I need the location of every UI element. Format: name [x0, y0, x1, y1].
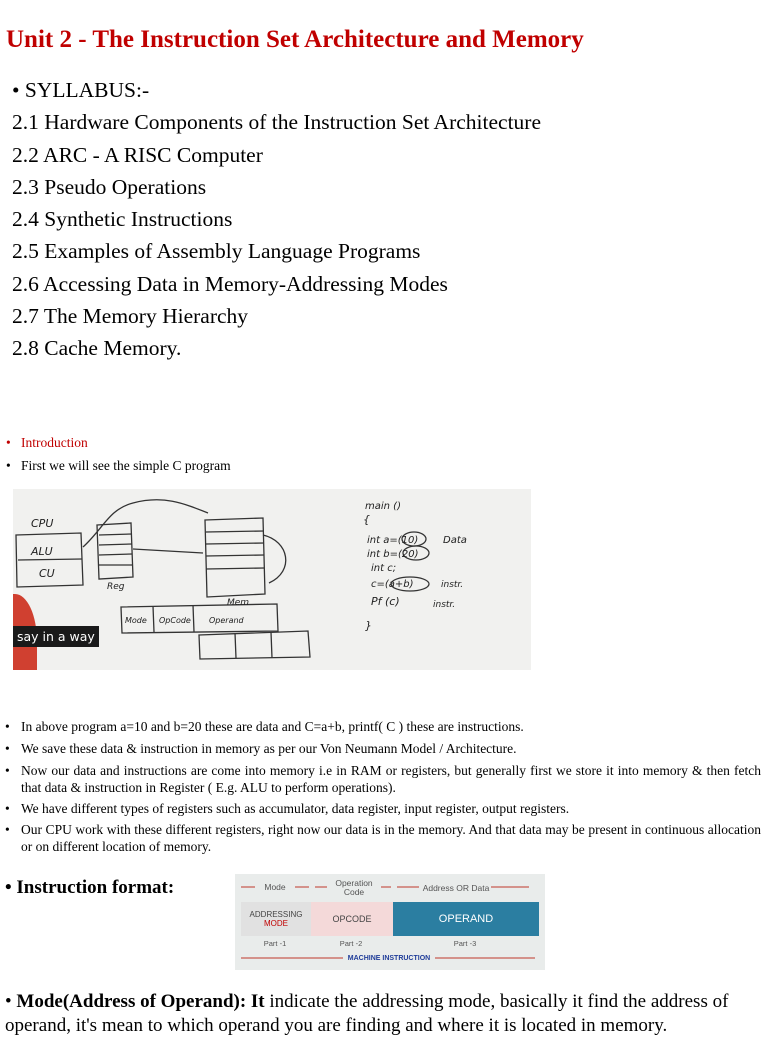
syllabus-item: 2.3 Pseudo Operations — [12, 174, 207, 199]
code-printf: Pf (c) — [371, 595, 400, 608]
part-2-label: Part -2 — [339, 938, 363, 948]
cell-opcode: OPCODE — [311, 902, 393, 936]
label-cpu: CPU — [31, 517, 54, 530]
syllabus-list — [12, 74, 768, 365]
label-reg: Reg — [107, 582, 125, 592]
whiteboard-figure — [13, 489, 531, 670]
syllabus-item: 2.6 Accessing Data in Memory-Addressing Modes — [12, 271, 448, 296]
body-bullet: In above program a=10 and b=20 these are data and C=a+b, printf( C ) these are instructions. — [21, 719, 524, 734]
cell-addressing-line2: MODE — [264, 919, 288, 928]
part-3-label: Part -3 — [453, 938, 477, 948]
bullet-dot: • — [5, 719, 10, 734]
syllabus-item: 2.7 The Memory Hierarchy — [12, 304, 249, 329]
label-mem: Mem — [227, 598, 250, 608]
code-int-b: int b=(20) — [367, 549, 419, 560]
instruction-format-table — [235, 874, 545, 970]
syllabus-item: 2.4 Synthetic Instructions — [12, 207, 233, 232]
intro-heading: Introduction — [21, 435, 88, 450]
mode-paragraph-rest: indicate the addressing mode, basically it find the address of operand, it's mean to which operand you are finding and where it is located in memory. — [5, 991, 729, 1036]
code-instr-1: instr. — [441, 580, 464, 590]
code-brace-close: } — [365, 619, 372, 632]
cell-addressing-mode — [241, 902, 311, 936]
bullet-dot: • — [5, 822, 10, 837]
code-instr-2: instr. — [433, 600, 456, 610]
syllabus-item: 2.5 Examples of Assembly Language Programs — [12, 239, 421, 264]
mode-paragraph-bold: Mode(Address of Operand): It — [16, 991, 265, 1012]
cell-addressing-line1: ADDRESSING — [249, 910, 303, 919]
code-c-expr: c=(a+b) — [371, 579, 414, 590]
syllabus-item: 2.1 Hardware Components of the Instruction Set Architecture — [12, 110, 541, 135]
bullet-dot: • — [5, 801, 10, 816]
code-data: Data — [443, 535, 467, 546]
header-opcode: Operation Code — [335, 878, 373, 897]
code-int-c: int c; — [371, 563, 397, 574]
syllabus-item: 2.2 ARC - A RISC Computer — [12, 142, 263, 167]
header-address: Address OR Data — [422, 882, 490, 893]
video-caption: say in a way — [13, 626, 99, 647]
label-alu: ALU — [31, 545, 53, 558]
label-cu: CU — [39, 567, 55, 580]
page-title: Unit 2 - The Instruction Set Architecture and Memory — [6, 26, 584, 53]
syllabus-heading: • SYLLABUS:- — [12, 78, 150, 102]
body-bullet: We have different types of registers such as accumulator, data register, input register, output registers. — [21, 801, 570, 816]
header-mode: Mode — [264, 881, 286, 892]
bullet-dot: • — [6, 435, 11, 450]
label-opcode: OpCode — [159, 616, 191, 625]
syllabus-item: 2.8 Cache Memory. — [12, 336, 182, 361]
machine-instruction-label: MACHINE INSTRUCTION — [347, 954, 431, 962]
bullet-dot: • — [6, 458, 11, 473]
code-int-a: int a=(10) — [367, 535, 419, 546]
intro-line: First we will see the simple C program — [21, 458, 231, 473]
label-mode: Mode — [125, 616, 147, 625]
code-brace-open: { — [363, 513, 370, 526]
body-bullet: Our CPU work with these different registers, right now our data is in the memory. And that data may be present in continuous allocation or on different location of memory. — [21, 822, 761, 854]
cell-operand: OPERAND — [393, 902, 539, 936]
code-main: main () — [365, 501, 401, 512]
mode-paragraph: • Mode(Address of Operand): It indicate the addressing mode, basically it find the address of operand, it's mean to which operand you are finding and where it is located in memory. — [5, 991, 729, 1036]
label-operand: Operand — [209, 616, 244, 625]
body-bullet: We save these data & instruction in memory as per our Von Neumann Model / Architecture. — [21, 741, 517, 756]
bullet-dot: • — [5, 741, 10, 756]
bullet-dot: • — [5, 763, 10, 778]
instruction-format-label: • Instruction format: — [5, 877, 175, 898]
part-1-label: Part -1 — [263, 938, 287, 948]
body-bullet: Now our data and instructions are come into memory i.e in RAM or registers, but generally first we store it into memory & then fetch that data & instruction in Register ( E.g. ALU to perform operations). — [21, 763, 761, 795]
